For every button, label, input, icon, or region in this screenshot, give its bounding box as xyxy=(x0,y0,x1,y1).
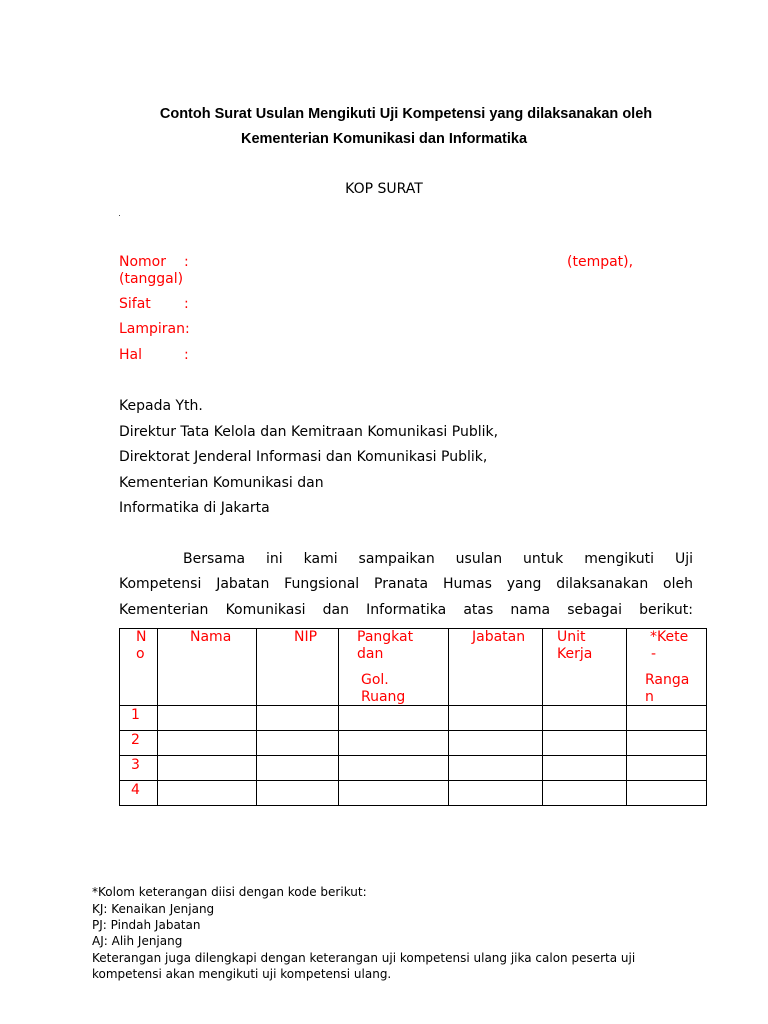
header-no-text: o xyxy=(136,646,145,662)
table-header-row xyxy=(120,629,707,706)
table-row xyxy=(120,731,707,756)
table-cell xyxy=(543,706,627,731)
hal-label: Hal xyxy=(119,347,142,363)
header-pangkat-text: Gol. xyxy=(361,672,389,688)
table-cell xyxy=(339,756,449,781)
header-jabatan xyxy=(449,629,543,706)
kop-surat-label: KOP SURAT xyxy=(345,181,423,197)
table-row xyxy=(120,756,707,781)
body-line1: Bersama ini kami sampaikan usulan untuk mengikuti Uji xyxy=(183,551,693,567)
sifat-label: Sifat xyxy=(119,296,151,312)
table-cell xyxy=(257,756,339,781)
table-cell xyxy=(543,731,627,756)
table-cell xyxy=(543,781,627,806)
body-line2: Kompetensi Jabatan Fungsional Pranata Humas yang dilaksanakan oleh xyxy=(119,576,693,592)
table-cell xyxy=(339,731,449,756)
row-number-cell xyxy=(120,706,158,731)
table-cell xyxy=(627,756,707,781)
hal-colon: : xyxy=(184,347,189,363)
header-unit-text: Unit xyxy=(557,629,586,645)
table-cell xyxy=(158,731,257,756)
header-nip-text: NIP xyxy=(294,629,318,645)
header-keterangan xyxy=(627,629,707,706)
note-line1: *Kolom keterangan diisi dengan kode berikut: xyxy=(92,885,367,899)
table-cell xyxy=(158,756,257,781)
table-cell xyxy=(158,781,257,806)
recipient-line1: Direktur Tata Kelola dan Kemitraan Komunikasi Publik, xyxy=(119,424,499,440)
table-cell xyxy=(257,781,339,806)
row-number: 1 xyxy=(131,707,140,723)
date-placeholder: (tanggal) xyxy=(119,271,184,287)
header-no-text: N xyxy=(136,629,147,645)
recipient-line3: Kementerian Komunikasi dan xyxy=(119,475,324,491)
header-unit-text: Kerja xyxy=(557,646,593,662)
header-keterangan-text: - xyxy=(651,646,657,662)
header-pangkat xyxy=(339,629,449,706)
table-cell xyxy=(339,781,449,806)
header-pangkat-text: Ruang xyxy=(361,689,406,705)
note-line6: kompetensi akan mengikuti uji kompetensi ulang. xyxy=(92,967,392,981)
header-pangkat-text: dan xyxy=(357,646,384,662)
header-keterangan-text: *Kete xyxy=(650,629,689,645)
header-jabatan-text: Jabatan xyxy=(472,629,526,645)
table-cell xyxy=(627,781,707,806)
recipient-line2: Direktorat Jenderal Informasi dan Komunikasi Publik, xyxy=(119,449,488,465)
table-cell xyxy=(339,706,449,731)
header-no xyxy=(120,629,158,706)
place-placeholder: (tempat), xyxy=(567,254,634,270)
document-title-line2: Kementerian Komunikasi dan Informatika xyxy=(240,131,528,147)
recipient-greeting: Kepada Yth. xyxy=(119,398,203,414)
header-keterangan-text: n xyxy=(645,689,654,705)
recipient-line4: Informatika di Jakarta xyxy=(119,500,270,516)
table-cell xyxy=(257,731,339,756)
lampiran-label: Lampiran: xyxy=(119,321,190,337)
header-nama-text: Nama xyxy=(190,629,232,645)
stray-dot xyxy=(119,215,120,216)
row-number: 4 xyxy=(131,782,140,798)
table-cell xyxy=(449,756,543,781)
sifat-colon: : xyxy=(184,296,189,312)
table-row xyxy=(120,706,707,731)
table-cell xyxy=(543,756,627,781)
row-number: 3 xyxy=(131,757,140,773)
table-cell xyxy=(449,731,543,756)
nomor-label: Nomor xyxy=(119,254,166,270)
participant-table xyxy=(119,628,707,806)
table-cell xyxy=(449,706,543,731)
table-cell xyxy=(449,781,543,806)
row-number-cell xyxy=(120,756,158,781)
nomor-colon: : xyxy=(184,254,189,270)
table-cell xyxy=(627,731,707,756)
table-cell xyxy=(627,706,707,731)
row-number-cell xyxy=(120,781,158,806)
note-line3: PJ: Pindah Jabatan xyxy=(92,918,201,932)
header-nama xyxy=(158,629,257,706)
header-unit-kerja xyxy=(543,629,627,706)
table-row xyxy=(120,781,707,806)
note-line5: Keterangan juga dilengkapi dengan keterangan uji kompetensi ulang jika calon peserta uji xyxy=(92,951,636,965)
row-number-cell xyxy=(120,731,158,756)
body-line3: Kementerian Komunikasi dan Informatika atas nama sebagai berikut: xyxy=(119,602,693,618)
row-number: 2 xyxy=(131,732,140,748)
document-title-line1: Contoh Surat Usulan Mengikuti Uji Kompetensi yang dilaksanakan oleh xyxy=(159,106,653,122)
note-line4: AJ: Alih Jenjang xyxy=(92,934,183,948)
header-nip xyxy=(257,629,339,706)
table-cell xyxy=(158,706,257,731)
header-pangkat-text: Pangkat xyxy=(357,629,414,645)
header-keterangan-text: Ranga xyxy=(645,672,690,688)
note-line2: KJ: Kenaikan Jenjang xyxy=(92,902,215,916)
table-cell xyxy=(257,706,339,731)
